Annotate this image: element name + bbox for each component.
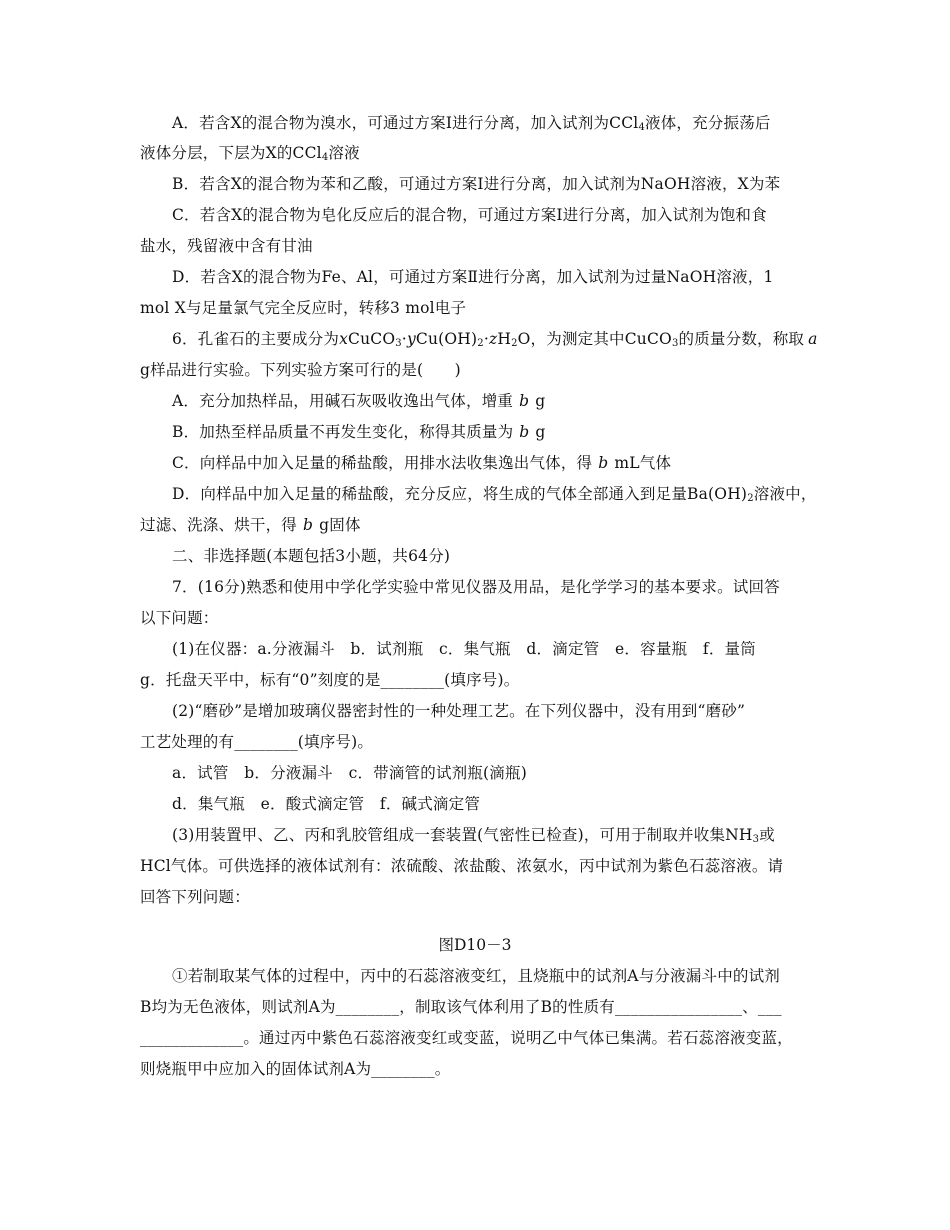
question-7-sub-1-line-3: _____________。通过丙中紫色石蕊溶液变红或变蓝，说明乙中气体已集满。若石蕊溶液变蓝， [140,1029,793,1047]
option-d-line-1: D．若含X的混合物为Fe、Al，可通过方案Ⅱ进行分离，加入试剂为过量NaOH溶液，1 [172,268,774,286]
question-7-sub-1-line-4: 则烧瓶甲中应加入的固体试剂A为________。 [140,1060,451,1078]
option-b-line: B．若含X的混合物为苯和乙酸，可通过方案Ⅰ进行分离，加入试剂为NaOH溶液，X为苯 [172,175,781,193]
question-6-option-c: C．向样品中加入足量的稀盐酸，用排水法收集逸出气体，得 b mL气体 [172,454,672,472]
question-7-part-2-choices-1: a．试管 b．分液漏斗 c．带滴管的试剂瓶(滴瓶) [172,764,527,782]
question-7-part-1-line-1: (1)在仪器：a.分液漏斗 b．试剂瓶 c．集气瓶 d．滴定管 e．容量瓶 f．量筒 [172,640,756,658]
option-d-line-2: mol X与足量氯气完全反应时，转移3 mol电子 [140,299,467,317]
section-heading: 二、非选择题(本题包括3小题，共64分) [172,547,451,565]
question-6-stem-line-2: g样品进行实验。下列实验方案可行的是( ) [140,361,461,379]
question-7-part-3-line-3: 回答下列问题： [140,888,250,906]
question-6-option-a: A．充分加热样品，用碱石灰吸收逸出气体，增重 b g [172,392,546,410]
question-7-sub-1-line-2: B均为无色液体，则试剂A为________，制取该气体利用了B的性质有________________、___ [140,998,782,1016]
question-7-part-2-line-2: 工艺处理的有________(填序号)。 [140,733,374,751]
question-7-part-3-line-1: (3)用装置甲、乙、丙和乳胶管组成一套装置(气密性已检查)，可用于制取并收集$NH_3$或 [172,826,775,845]
question-6-stem-line-1: 6．孔雀石的主要成分为$xCuCO_3\cdot yCu(OH)_2\cdot zH_2O$，为测定其中CuCO$_3$的质量分数，称取 a [172,330,818,349]
question-6-option-d-line-2: 过滤、洗涤、烘干，得 b g固体 [140,516,361,534]
question-7-part-2-choices-2: d．集气瓶 e．酸式滴定管 f．碱式滴定管 [172,795,481,813]
question-7-part-2-line-1: (2)“磨砂”是增加玻璃仪器密封性的一种处理工艺。在下列仪器中，没有用到“磨砂” [172,702,746,720]
option-a-line-2: 液体分层，下层为X的CCl$_4$溶液 [140,144,360,163]
option-a-line-1: A．若含X的混合物为溴水，可通过方案Ⅰ进行分离，加入试剂为CCl$_4$液体，充分振荡后 [172,114,771,133]
question-7-part-3-line-2: HCl气体。可供选择的液体试剂有：浓硫酸、浓盐酸、浓氨水，丙中试剂为紫色石蕊溶液。请 [140,857,784,875]
question-7-sub-1-line-1: ①若制取某气体的过程中，丙中的石蕊溶液变红，且烧瓶中的试剂A与分液漏斗中的试剂 [172,967,780,985]
question-6-option-d-line-1: D．向样品中加入足量的稀盐酸，充分反应，将生成的气体全部通入到足量$Ba(OH)_2$溶液中， [172,485,817,504]
question-7-part-1-line-2: g．托盘天平中，标有“0”刻度的是________(填序号)。 [140,671,520,689]
question-7-stem-line-1: 7．(16分)熟悉和使用中学化学实验中常见仪器及用品，是化学学习的基本要求。试回答 [172,578,780,596]
figure-caption: 图D10－3 [438,936,512,954]
option-c-line-1: C．若含X的混合物为皂化反应后的混合物，可通过方案Ⅰ进行分离，加入试剂为饱和食 [172,206,767,224]
option-c-line-2: 盐水，残留液中含有甘油 [140,237,313,255]
question-7-stem-line-2: 以下问题： [140,609,219,627]
question-6-option-b: B．加热至样品质量不再发生变化，称得其质量为 b g [172,423,546,441]
